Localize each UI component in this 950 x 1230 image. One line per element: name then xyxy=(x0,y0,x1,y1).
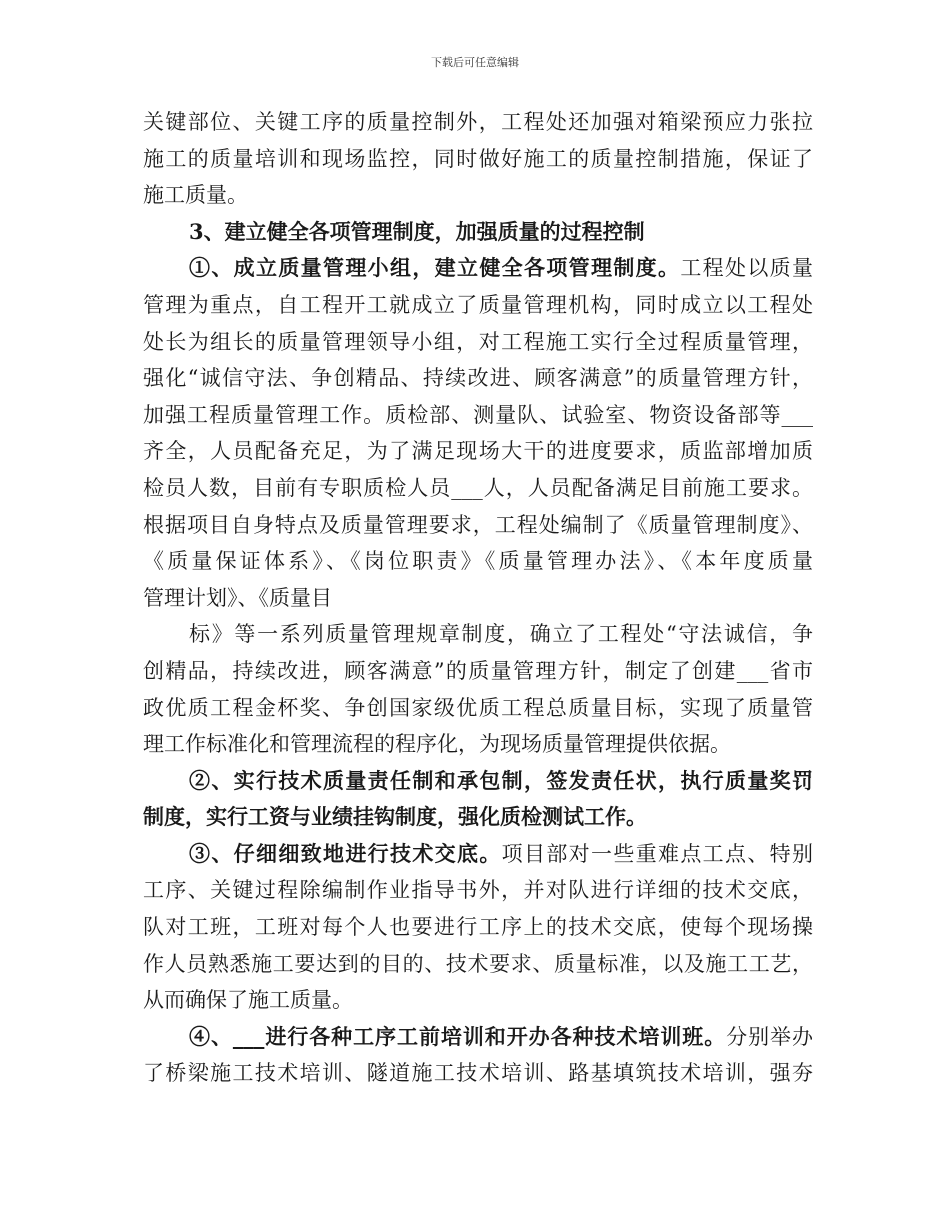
text-line: 从而确保了施工质量。 xyxy=(143,988,353,1013)
subheading-bold: ③、仔细细致地进行技术交底。 xyxy=(189,840,502,866)
subheading-line xyxy=(143,836,813,873)
document-body xyxy=(143,104,813,1092)
subheading-tail: 分别举办 xyxy=(726,1024,814,1049)
subheading-bold: ①、成立质量管理小组，建立健全各项管理制度。 xyxy=(189,255,681,281)
text-line: 处长为组长的质量管理领导小组，对工程施工实行全过程质量管理， xyxy=(143,329,813,354)
text-line: 管理计划》、《质量目 xyxy=(143,585,332,610)
page-header: 下载后可任意编辑 xyxy=(431,56,519,69)
text-line: 施工的质量培训和现场监控，同时做好施工的质量控制措施，保证了 xyxy=(143,146,813,171)
text-line: 标》等一系列质量管理规章制度，确立了工程处“守法诚信，争 xyxy=(189,622,813,647)
text-line: 强化“诚信守法、争创精品、持续改进、顾客满意”的质量管理方针， xyxy=(143,366,813,391)
text-line: 齐全，人员配备充足，为了满足现场大干的进度要求，质监部增加质 xyxy=(143,439,813,464)
text-line: 施工质量。 xyxy=(143,183,248,208)
subheading-tail: 工程处以质量 xyxy=(680,256,814,281)
text-line: 创精品，持续改进，顾客满意”的质量管理方针，制定了创建___省市 xyxy=(143,658,813,683)
subheading-bold: ④、___进行各种工序工前培训和开办各种技术培训班。 xyxy=(189,1023,727,1049)
text-line: 加强工程质量管理工作。质检部、测量队、试验室、物资设备部等___ xyxy=(143,402,813,427)
text-line: 检员人数，目前有专职质检人员___人，人员配备满足目前施工要求。 xyxy=(143,475,813,500)
section-heading-text: 3、建立健全各项管理制度，加强质量的过程控制 xyxy=(189,218,645,244)
text-line: 关键部位、关键工序的质量控制外，工程处还加强对箱梁预应力张拉 xyxy=(143,110,813,134)
text-line: 了桥梁施工技术培训、隧道施工技术培训、路基填筑技术培训，强夯 xyxy=(143,1061,813,1086)
subheading-tail: 项目部对一些重难点工点、特别 xyxy=(501,841,814,866)
bold-text: ②、实行技术质量责任制和承包制，签发责任状，执行质量奖罚 xyxy=(189,767,813,793)
bold-text: 制度，实行工资与业绩挂钩制度，强化质检测试工作。 xyxy=(143,804,647,830)
text-line: 《质量保证体系》、《岗位职责》《质量管理办法》、《本年度质量 xyxy=(143,549,813,574)
bold-line xyxy=(143,763,813,800)
text-line: 理工作标准化和管理流程的程序化，为现场质量管理提供依据。 xyxy=(143,732,731,757)
text-line: 作人员熟悉施工要达到的目的、技术要求、质量标准，以及施工工艺， xyxy=(143,951,813,976)
text-line: 工序、关键过程除编制作业指导书外，并对队进行详细的技术交底， xyxy=(143,878,813,903)
text-line: 管理为重点，自工程开工就成立了质量管理机构，同时成立以工程处 xyxy=(143,292,813,317)
subheading-line xyxy=(143,1019,813,1056)
subheading-line xyxy=(143,250,813,287)
text-line: 根据项目自身特点及质量管理要求，工程处编制了《质量管理制度》、 xyxy=(143,512,813,537)
bold-line xyxy=(143,799,813,836)
section-heading xyxy=(143,214,813,251)
text-line: 队对工班，工班对每个人也要进行工序上的技术交底，使每个现场操 xyxy=(143,915,813,940)
text-line: 政优质工程金杯奖、争创国家级优质工程总质量目标，实现了质量管 xyxy=(143,695,813,720)
